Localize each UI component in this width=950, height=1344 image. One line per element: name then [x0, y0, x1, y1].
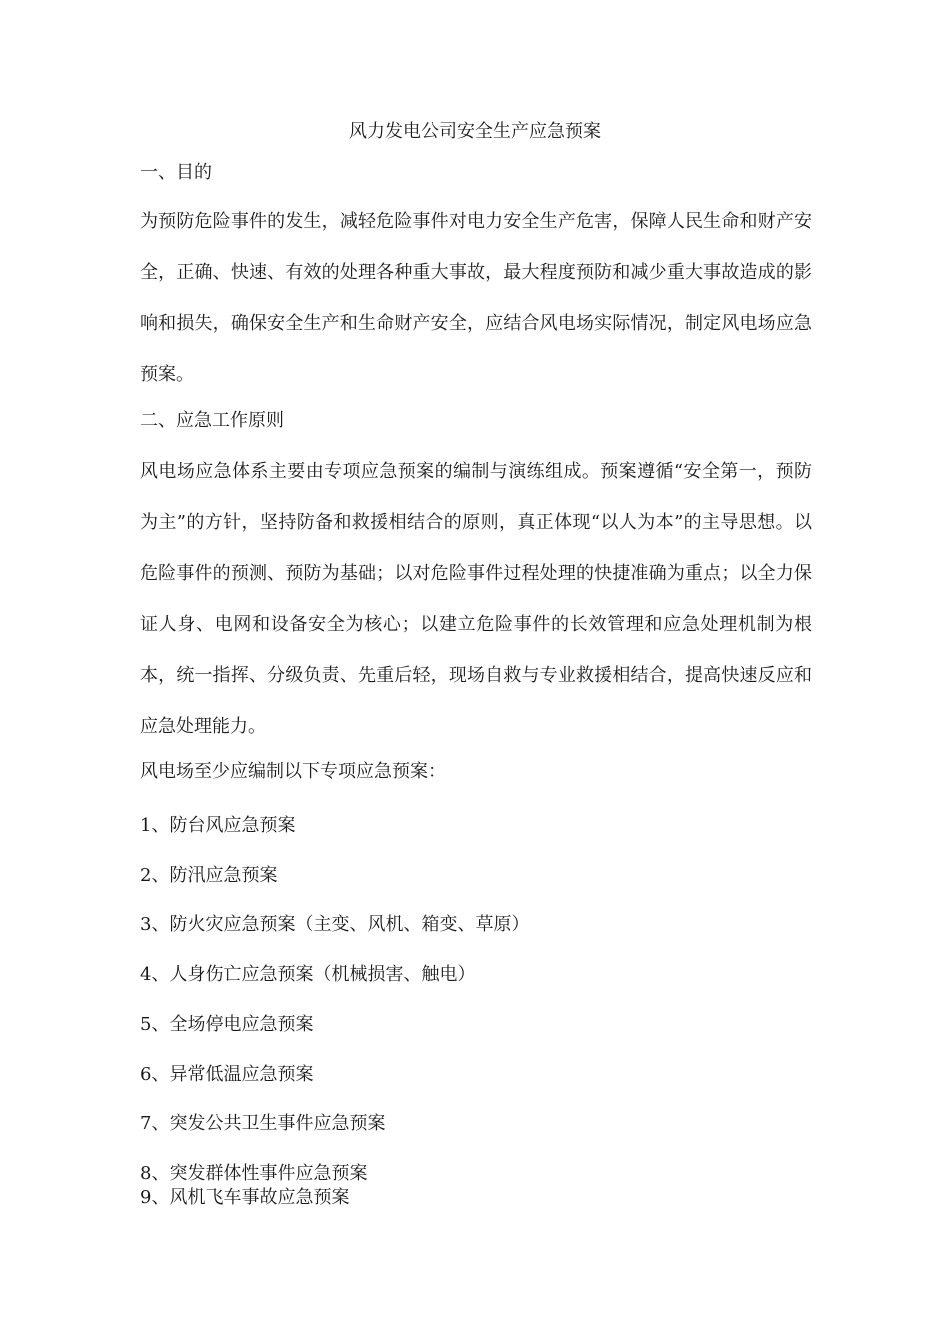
list-intro: 风电场至少应编制以下专项应急预案： [140, 761, 446, 782]
list-item: 6、异常低温应急预案 [140, 1064, 314, 1085]
document-title: 风力发电公司安全生产应急预案 [349, 121, 601, 142]
section-heading-principles: 二、应急工作原则 [140, 410, 284, 431]
section-body-purpose: 为预防危险事件的发生，减轻危险事件对电力安全生产危害，保障人民生命和财产安全，正确、快速、有效的处理各种重大事故，最大程度预防和减少重大事故造成的影响和损失，确保安全生产和生命财产安全，应结合风电场实际情况，制定风电场应急预案。 [140, 211, 812, 385]
section-body-principles: 风电场应急体系主要由专项应急预案的编制与演练组成。预案遵循“安全第一，预防为主”的方针，坚持防备和救援相结合的原则，真正体现“以人为本”的主导思想。以危险事件的预测、预防为基础；以对危险事件过程处理的快捷准确为重点；以全力保证人身、电网和设备安全为核心；以建立危险事件的长效管理和应急处理机制为根本，统一指挥、分级负责、先重后轻，现场自救与专业救援相结合，提高快速反应和应急处理能力。 [140, 461, 812, 737]
list-item: 9、风机飞车事故应急预案 [140, 1187, 350, 1208]
list-item: 2、防汛应急预案 [140, 865, 278, 886]
list-item: 4、人身伤亡应急预案（机械损害、触电） [140, 964, 476, 985]
list-item: 3、防火灾应急预案（主变、风机、箱变、草原） [140, 914, 530, 935]
section-heading-purpose: 一、目的 [140, 162, 212, 183]
list-item: 5、全场停电应急预案 [140, 1014, 314, 1035]
list-item: 7、突发公共卫生事件应急预案 [140, 1113, 386, 1134]
list-item: 8、突发群体性事件应急预案 [140, 1163, 368, 1184]
list-item: 1、防台风应急预案 [140, 815, 296, 836]
